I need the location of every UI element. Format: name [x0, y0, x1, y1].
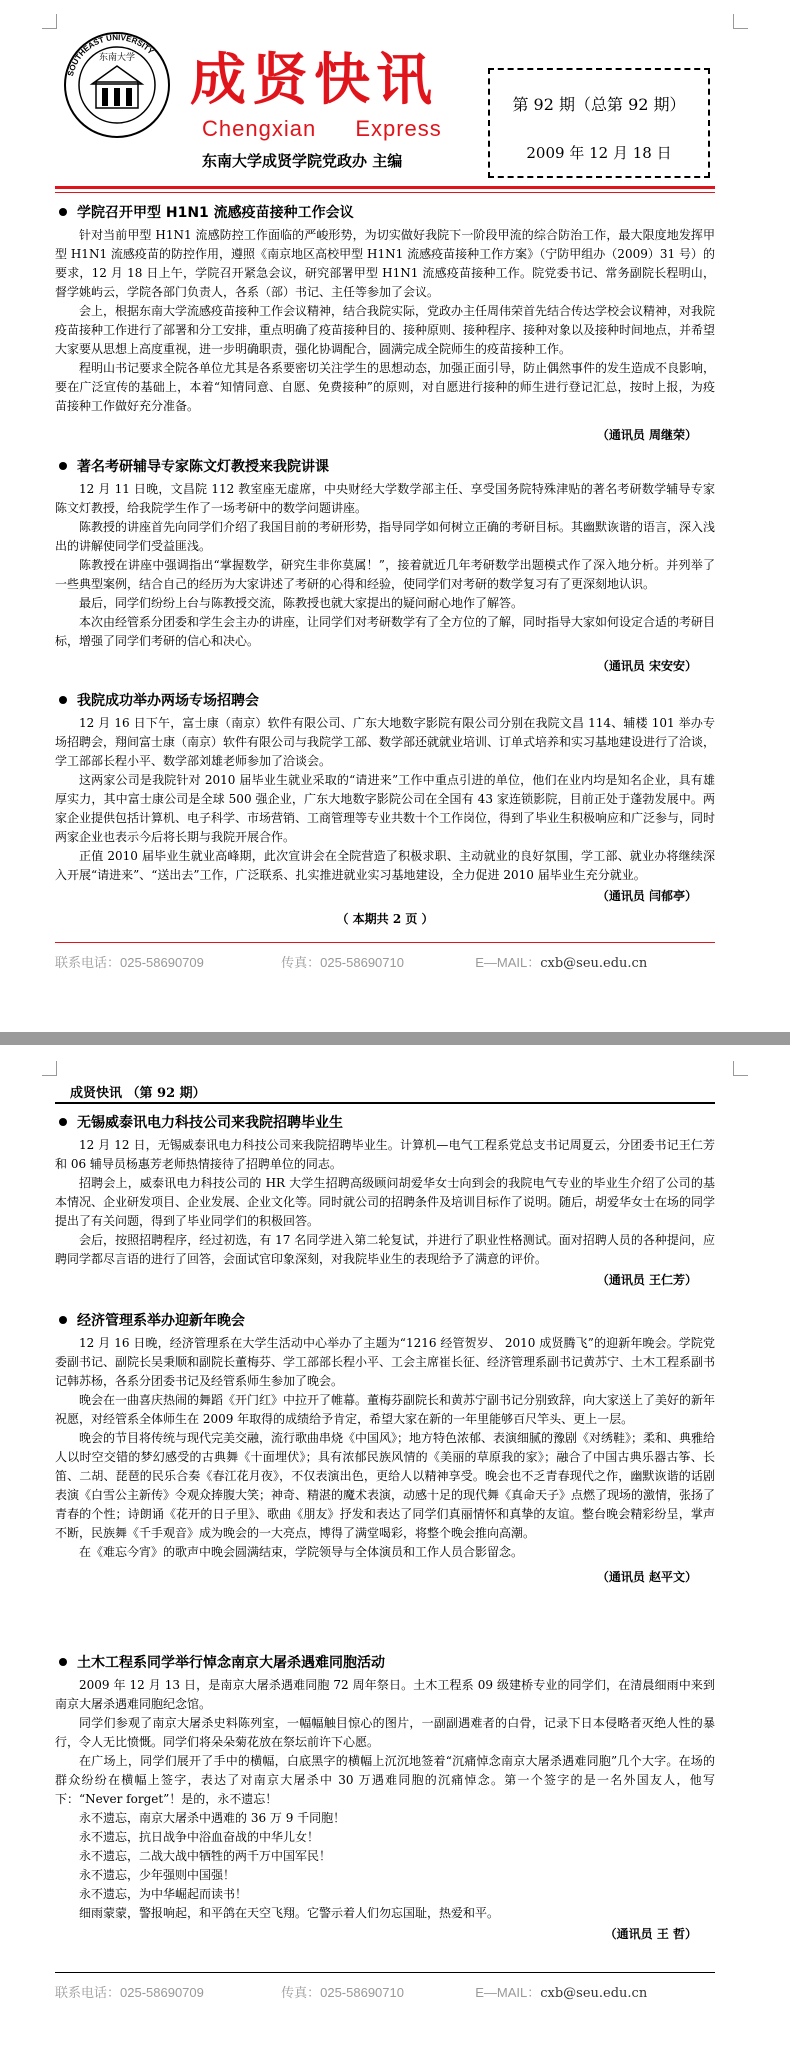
- svg-text:东南大学: 东南大学: [98, 53, 136, 63]
- footer: [55, 952, 715, 971]
- crop-mark: [733, 14, 748, 29]
- header-rule: [55, 186, 715, 189]
- paragraph: 陈教授的讲座首先向同学们介绍了我国目前的考研形势，指导同学如何树立正确的考研目标。其幽默诙谐的语言，深入浅出的讲解使同学们受益匪浅。: [55, 520, 716, 553]
- paragraph: 程明山书记要求全院各单位尤其是各系要密切关注学生的思想动态，加强正面引导，防止偶然事件的发生造成不良影响，要在广泛宣传的基础上，本着“知情同意、自愿、免费接种”的原则，对自愿进行接种的师生进行登记汇总，按时上报，为疫苗接种工作做好充分准备。: [55, 361, 716, 413]
- bullet-icon: [59, 208, 67, 216]
- paragraph: 2009 年 12 月 13 日，是南京大屠杀遇难同胞 72 周年祭日。土木工程系 09 级建桥专业的同学们，在清晨细雨中来到南京大屠杀遇难同胞纪念馆。: [55, 1678, 715, 1711]
- article: [55, 1112, 715, 1290]
- paragraph: 最后，同学们纷纷上台与陈教授交流，陈教授也就大家提出的疑问耐心地作了解答。: [79, 596, 524, 610]
- article-title: 土木工程系同学举行悼念南京大屠杀遇难同胞活动: [55, 1652, 715, 1674]
- crop-mark: [42, 1061, 57, 1076]
- page-count-note: （ 本期共 2 页 ）: [336, 912, 434, 926]
- footer-rule: [55, 942, 715, 943]
- page-gap: [0, 1032, 790, 1045]
- byline: （通讯员 闫郁亭）: [596, 889, 697, 903]
- svg-text:SOUTHEAST UNIVERSITY: SOUTHEAST UNIVERSITY: [65, 32, 156, 78]
- poem-line: 永不遗忘，少年强则中国强！: [79, 1868, 236, 1882]
- crop-mark: [733, 1061, 748, 1076]
- poem-line: 永不遗忘，为中华崛起而读书！: [79, 1887, 248, 1901]
- university-logo-icon: [62, 30, 172, 140]
- paragraph: 在广场上，同学们展开了手中的横幅，白底黑字的横幅上沉沉地签着“沉痛悼念南京大屠杀遇难同胞”几个大字。在场的群众纷纷在横幅上签字，表达了对南京大屠杀中 30 万遇难同胞的沉痛悼念。第一个签字的是一名外国友人，他写下：“Never forget”！是的，永不遗忘！: [55, 1754, 715, 1806]
- byline: （通讯员 赵平文）: [596, 1570, 697, 1584]
- issue-box: [488, 68, 710, 178]
- bullet-icon: [59, 696, 67, 704]
- byline: （通讯员 王 哲）: [604, 1927, 697, 1941]
- article: [55, 1652, 715, 1944]
- article-title: 著名考研辅导专家陈文灯教授来我院讲课: [55, 456, 715, 478]
- newsletter-title: 成贤快讯: [190, 47, 438, 113]
- paragraph: 同学们参观了南京大屠杀史料陈列室，一幅幅触目惊心的图片，一副副遇难者的白骨，记录下日本侵略者灭绝人性的暴行，令人无比愤慨。同学们将朵朵菊花放在祭坛前许下心愿。: [55, 1716, 715, 1749]
- article-title: 经济管理系举办迎新年晚会: [55, 1310, 715, 1332]
- article-title: 无锡威泰讯电力科技公司来我院招聘毕业生: [55, 1112, 715, 1134]
- paragraph: 这两家公司是我院针对 2010 届毕业生就业采取的“请进来”工作中重点引进的单位，他们在业内均是知名企业，具有雄厚实力，其中富士康公司是全球 500 强企业，广东大地数字影院公司在全国有 43 家连锁影院，目前正处于蓬勃发展中。两家企业提供包括计算机、电子科学、市场营销、工商管理等专业共数十个工作岗位，得到了毕业生积极响应和广泛参与，同时两家企业也表示今后将长期与我院开展合作。: [55, 773, 716, 844]
- article: [55, 1310, 715, 1587]
- footer-email-label: E—MAIL：: [475, 1985, 541, 2000]
- footer: [55, 1982, 715, 2001]
- footer-email-label: E—MAIL：: [475, 955, 541, 970]
- footer-rule: [55, 1972, 715, 1973]
- running-header-rule: [55, 1102, 715, 1104]
- paragraph: 在《难忘今宵》的歌声中晚会圆满结束，学院领导与全体演员和工作人员合影留念。: [79, 1545, 524, 1559]
- newsletter-title-en: Chengxian Express: [202, 116, 442, 141]
- footer-phone: 联系电话：025-58690709: [55, 1985, 204, 2000]
- crop-mark: [42, 14, 57, 29]
- bullet-icon: [59, 462, 67, 470]
- paragraph: 12 月 11 日晚，文昌院 112 教室座无虚席，中央财经大学数学部主任、享受国务院特殊津贴的著名考研数学辅导专家陈文灯教授，给我院学生作了一场考研中的数学问题讲座。: [55, 482, 715, 515]
- footer-email-link[interactable]: cxb@seu.edu.cn: [540, 956, 648, 971]
- issue-date: 2009 年 12 月 18 日: [526, 144, 672, 162]
- paragraph: 本次由经管系分团委和学生会主办的讲座，让同学们对考研数学有了全方位的了解，同时指导大家如何设定合适的考研目标，增强了同学们考研的信心和决心。: [55, 615, 716, 648]
- article-title: 我院成功举办两场专场招聘会: [55, 690, 715, 712]
- article-title: 学院召开甲型 H1N1 流感疫苗接种工作会议: [55, 202, 715, 224]
- header-rule-thin: [55, 192, 715, 193]
- editor-line: 东南大学成贤学院党政办 主编: [202, 152, 403, 170]
- paragraph: 针对当前甲型 H1N1 流感防控工作面临的严峻形势，为切实做好我院下一阶段甲流的综合防治工作，最大限度地发挥甲型 H1N1 流感疫苗的防控作用，遵照《南京地区高校甲型 H1N1 流感疫苗接种工作方案》（宁防甲组办（2009）31 号）的要求，12 月 18 日上午，学院召开紧急会议，研究部署甲型 H1N1 流感疫苗接种工作。院党委书记、常务副院长程明山，督学姚屿云，学院各部门负责人，各系（部）书记、主任等参加了会议。: [55, 228, 715, 299]
- paragraph: 会后，按照招聘程序，经过初选，有 17 名同学进入第二轮复试，并进行了职业性格测试。面对招聘人员的各种提问，应聘同学都尽言语的进行了回答，会面试官印象深刻，对我院毕业生的表现给予了满意的评价。: [55, 1233, 715, 1266]
- footer-fax: 传真：025-58690710: [281, 955, 404, 970]
- paragraph: 12 月 16 日下午，富士康（南京）软件有限公司、广东大地数字影院有限公司分别在我院文昌 114、辅楼 101 举办专场招聘会，翔间富士康（南京）软件有限公司与我院学工部、数学部还就就业培训、订单式培养和实习基地建设进行了洽谈，学工部部长程小平、数学部刘雄老师参加了洽谈会。: [55, 716, 716, 768]
- footer-fax: 传真：025-58690710: [281, 1985, 404, 2000]
- footer-phone: 联系电话：025-58690709: [55, 955, 204, 970]
- bullet-icon: [59, 1118, 67, 1126]
- paragraph: 招聘会上，威泰讯电力科技公司的 HR 大学生招聘高级顾问胡爱华女士向到会的我院电气专业的毕业生介绍了公司的基本情况、企业研发项目、企业发展、企业文化等。同时就公司的招聘条件及培训目标作了说明。随后，胡爱华女士在场的同学提出了有关问题，得到了毕业同学们的积极回答。: [55, 1176, 716, 1228]
- article: [55, 202, 715, 445]
- poem-line: 永不遗忘，二战大战中牺牲的两千万中国军民！: [79, 1849, 332, 1863]
- paragraph: 12 月 12 日，无锡威泰讯电力科技公司来我院招聘毕业生。计算机—电气工程系党总支书记周夏云，分团委书记王仁芳和 06 辅导员杨惠芳老师热情接待了招聘单位的同志。: [55, 1138, 715, 1171]
- bullet-icon: [59, 1658, 67, 1666]
- running-header: 成贤快讯 （第 92 期）: [70, 1086, 206, 1101]
- poem-line: 细雨蒙蒙，警报响起，和平鸽在天空飞翔。它警示着人们勿忘国耻，热爱和平。: [79, 1906, 500, 1920]
- article: [55, 456, 715, 676]
- paragraph: 12 月 16 日晚，经济管理系在大学生活动中心举办了主题为“1216 经管贺岁、 2010 成贤腾飞”的迎新年晚会。学院党委副书记、副院长吴秉顺和副院长董梅芬、学工部部长程小平、工会主席崔长征、经济管理系副书记黄苏宁、土木工程系副书记韩苏杨，各系分团委书记及经管系师生参加了晚会。: [55, 1336, 716, 1388]
- byline: （通讯员 宋安安）: [596, 659, 697, 673]
- paragraph: 会上，根据东南大学流感疫苗接种工作会议精神，结合我院实际，党政办主任周伟荣首先结合传达学校会议精神，对我院疫苗接种工作进行了部署和分工安排，重点明确了疫苗接种目的、接种原则、接种程序、接种对象以及接种时间地点，并希望大家要从思想上高度重视，进一步明确职责，强化协调配合，圆满完成全院师生的疫苗接种工作。: [55, 304, 716, 356]
- bullet-icon: [59, 1316, 67, 1324]
- paragraph: 晚会的节目将传统与现代完美交融，流行歌曲串烧《中国风》；地方特色浓郁、表演细腻的豫剧《对绣鞋》；柔和、典雅给人以时空交错的梦幻感受的古典舞《十面埋伏》；具有浓郁民族风情的《美丽的草原我的家》；融合了中国古典乐器古筝、长笛、二胡、琵琶的民乐合奏《春江花月夜》，不仅表演出色，更给人以精神享受。晚会也不乏青春现代之作，幽默诙谐的话剧表演《白雪公主新传》令观众捧腹大笑；神奇、精湛的魔术表演，动感十足的现代舞《真命天子》点燃了现场的激情，张扬了青春的个性；诗朗诵《花开的日子里》、歌曲《朋友》抒发和表达了同学们真丽情怀和真挚的友谊。整台晚会精彩纷呈，掌声不断，民族舞《千手观音》成为晚会的一大亮点，博得了满堂喝彩，将整个晚会推向高潮。: [55, 1431, 716, 1540]
- issue-number: 第 92 期（总第 92 期）: [512, 95, 686, 114]
- article: [55, 690, 715, 929]
- byline: （通讯员 王仁芳）: [596, 1273, 697, 1287]
- footer-email-link[interactable]: cxb@seu.edu.cn: [540, 1986, 648, 2001]
- byline: （通讯员 周继荣）: [596, 428, 697, 442]
- poem-line: 永不遗忘，南京大屠杀中遇难的 36 万 9 千同胞！: [79, 1811, 346, 1825]
- paragraph: 正值 2010 届毕业生就业高峰期，此次宣讲会在全院营造了积极求职、主动就业的良好氛围，学工部、就业办将继续深入开展“请进来”、“送出去”工作，广泛联系、扎实推进就业实习基地建设，全力促进 2010 届毕业生充分就业。: [55, 849, 715, 882]
- poem-line: 永不遗忘，抗日战争中浴血奋战的中华儿女！: [79, 1830, 320, 1844]
- paragraph: 晚会在一曲喜庆热闹的舞蹈《开门红》中拉开了帷幕。董梅芬副院长和黄苏宁副书记分别致辞，向大家送上了美好的新年祝愿，对经管系全体师生在 2009 年取得的成绩给予肯定，希望大家在新的一年里能够百尺竿头、更上一层。: [55, 1393, 716, 1426]
- paragraph: 陈教授在讲座中强调指出“掌握数学，研究生非你莫属！”，接着就近几年考研数学出题模式作了深入地分析。并列举了一些典型案例，结合自己的经历为大家讲述了考研的心得和经验，使同学们对考研的数学复习有了更深刻地认识。: [55, 558, 715, 591]
